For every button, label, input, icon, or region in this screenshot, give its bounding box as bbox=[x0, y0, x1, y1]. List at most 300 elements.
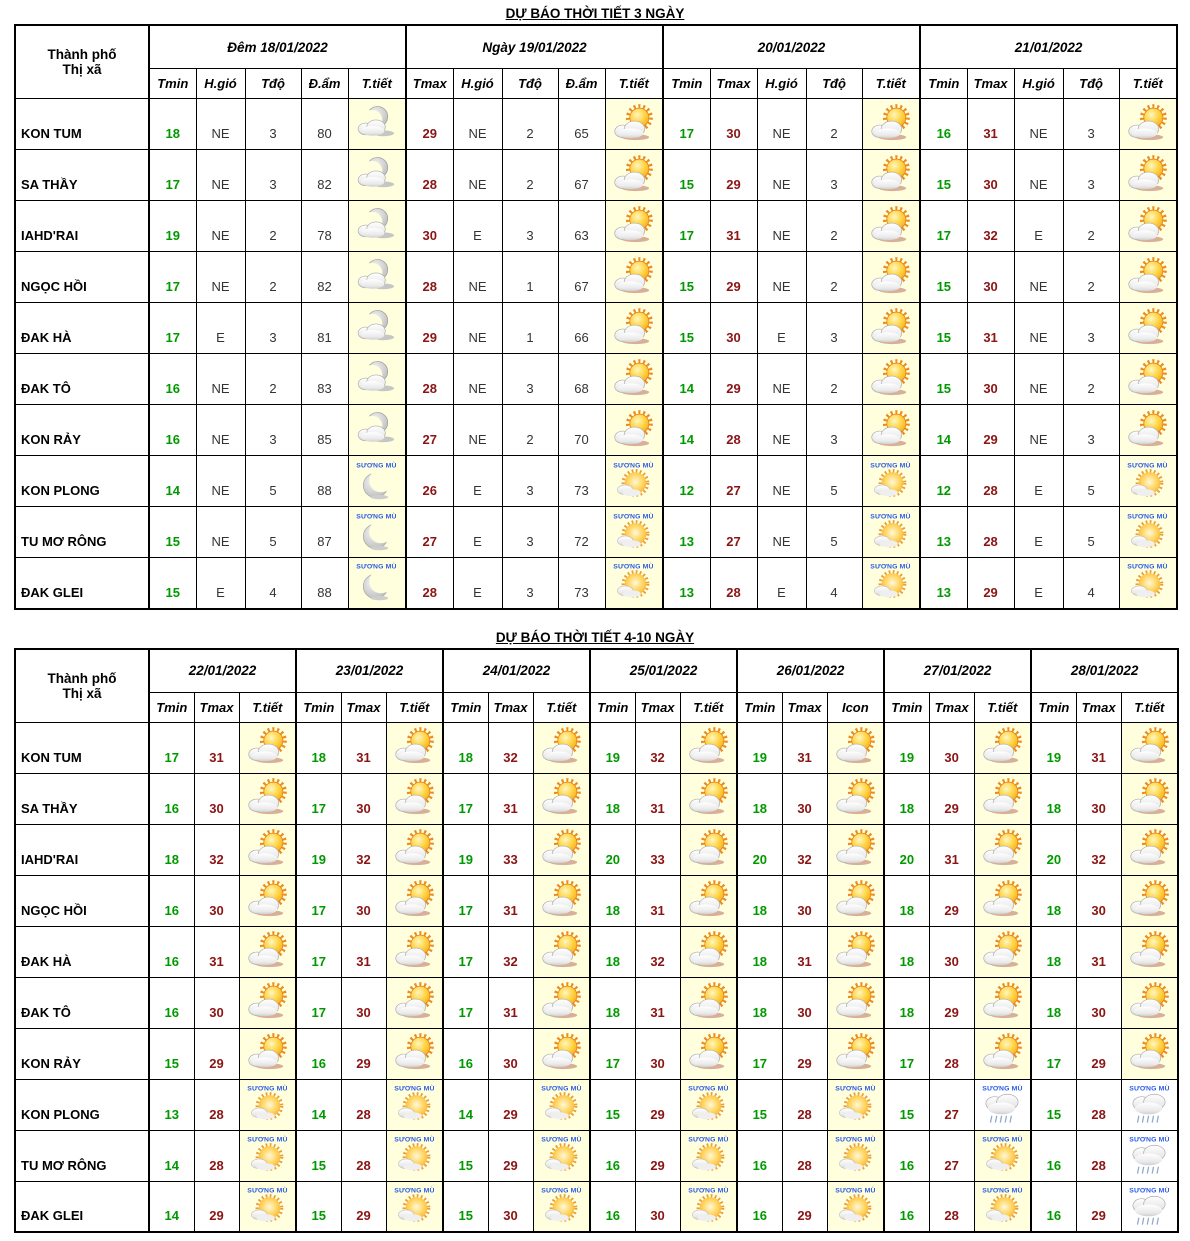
value-cell: 5 bbox=[806, 456, 862, 507]
tmax-cell: 28 bbox=[406, 150, 453, 201]
tmin-cell: 19 bbox=[149, 201, 196, 252]
weather-icon-cell bbox=[1121, 1079, 1178, 1130]
sun-cloud-icon bbox=[1123, 103, 1172, 146]
value-cell: 1 bbox=[502, 303, 558, 354]
weather-icon-cell bbox=[1119, 303, 1177, 354]
value-cell: 83 bbox=[301, 354, 348, 405]
tmax-cell: 31 bbox=[488, 875, 533, 926]
tmax-cell: 28 bbox=[967, 507, 1014, 558]
tmax-cell: 29 bbox=[406, 303, 453, 354]
city-cell: KON PLONG bbox=[15, 1079, 149, 1130]
city-cell: KON RẢY bbox=[15, 1028, 149, 1079]
city-cell: IAHD'RAI bbox=[15, 201, 149, 252]
tmin-cell: 18 bbox=[884, 875, 929, 926]
column-header: Tđộ bbox=[806, 69, 862, 99]
tmax-cell: 30 bbox=[1076, 977, 1121, 1028]
sun-cloud-icon bbox=[831, 1032, 880, 1075]
tmin-cell: 15 bbox=[663, 150, 710, 201]
tmin-cell: 14 bbox=[920, 405, 967, 456]
tmin-cell: 16 bbox=[149, 977, 194, 1028]
value-cell: 2 bbox=[245, 252, 301, 303]
night-cloud-icon bbox=[352, 103, 401, 146]
tmin-cell: 18 bbox=[149, 824, 194, 875]
sun-cloud-icon bbox=[243, 777, 292, 820]
weather-icon-cell bbox=[974, 1079, 1031, 1130]
weather-icon-cell bbox=[680, 977, 737, 1028]
fog-night-icon bbox=[352, 561, 401, 604]
value-cell: 2 bbox=[1063, 354, 1119, 405]
tmax-cell: 30 bbox=[782, 773, 827, 824]
night-cloud-icon bbox=[352, 409, 401, 452]
tmax-cell: 31 bbox=[194, 722, 239, 773]
weather-icon-cell bbox=[533, 1028, 590, 1079]
table-row bbox=[15, 303, 1177, 354]
tmax-cell: 30 bbox=[782, 875, 827, 926]
tmin-cell: 15 bbox=[920, 252, 967, 303]
tmax-cell: 27 bbox=[406, 405, 453, 456]
tmax-cell: 32 bbox=[194, 824, 239, 875]
value-cell: 67 bbox=[558, 252, 605, 303]
weather-icon-cell bbox=[348, 405, 406, 456]
weather-icon-cell bbox=[680, 926, 737, 977]
weather-icon-cell bbox=[239, 1181, 296, 1232]
weather-icon-cell bbox=[605, 354, 663, 405]
tmin-cell: 16 bbox=[149, 354, 196, 405]
date-group-header: 21/01/2022 bbox=[920, 25, 1177, 69]
fog-sun-icon bbox=[978, 1134, 1027, 1177]
tmin-cell: 17 bbox=[296, 926, 341, 977]
header-group-row bbox=[15, 649, 1178, 693]
tmax-cell: 32 bbox=[488, 926, 533, 977]
column-header: Tmin bbox=[663, 69, 710, 99]
tmax-cell: 33 bbox=[635, 824, 680, 875]
value-cell: NE bbox=[453, 354, 502, 405]
sun-cloud-icon bbox=[684, 930, 733, 973]
tmax-cell: 30 bbox=[488, 1028, 533, 1079]
table-row bbox=[15, 926, 1178, 977]
value-cell: 2 bbox=[502, 150, 558, 201]
tmax-cell: 30 bbox=[967, 150, 1014, 201]
value-cell: 2 bbox=[245, 354, 301, 405]
tmin-cell: 18 bbox=[590, 773, 635, 824]
tmax-cell: 29 bbox=[488, 1130, 533, 1181]
value-cell: 3 bbox=[806, 303, 862, 354]
tmax-cell: 29 bbox=[782, 1181, 827, 1232]
tmin-cell: 17 bbox=[149, 303, 196, 354]
weather-icon-cell bbox=[827, 722, 884, 773]
tmin-cell: 15 bbox=[149, 507, 196, 558]
fog-sun-icon bbox=[684, 1134, 733, 1177]
value-cell: 5 bbox=[245, 507, 301, 558]
weather-icon-cell bbox=[605, 150, 663, 201]
weather-icon-cell bbox=[386, 824, 443, 875]
tmax-cell: 30 bbox=[194, 773, 239, 824]
city-header-line1: Thành phố bbox=[47, 670, 117, 686]
value-cell: NE bbox=[757, 405, 806, 456]
column-header: Đ.ẩm bbox=[301, 69, 348, 99]
sun-cloud-icon bbox=[243, 930, 292, 973]
tmin-cell: 16 bbox=[1031, 1130, 1076, 1181]
column-header: Tmin bbox=[149, 69, 196, 99]
tmin-cell: 17 bbox=[663, 99, 710, 150]
value-cell: NE bbox=[757, 201, 806, 252]
tmin-cell: 17 bbox=[296, 875, 341, 926]
tmin-cell: 13 bbox=[663, 558, 710, 609]
value-cell: E bbox=[453, 456, 502, 507]
tmin-cell: 15 bbox=[920, 303, 967, 354]
tmin-cell: 19 bbox=[884, 722, 929, 773]
tmax-cell: 29 bbox=[929, 977, 974, 1028]
value-cell: 3 bbox=[502, 558, 558, 609]
fog-sun-icon bbox=[866, 460, 915, 503]
weather-icon-cell bbox=[680, 1181, 737, 1232]
sun-cloud-icon bbox=[609, 307, 658, 350]
column-header: T.tiết bbox=[239, 692, 296, 722]
sun-cloud-icon bbox=[537, 879, 586, 922]
tmax-cell: 29 bbox=[635, 1079, 680, 1130]
table-row bbox=[15, 1028, 1178, 1079]
sun-cloud-icon bbox=[1125, 828, 1174, 871]
date-group-header: 23/01/2022 bbox=[296, 649, 443, 693]
tmax-cell: 32 bbox=[488, 722, 533, 773]
value-cell: 70 bbox=[558, 405, 605, 456]
column-header: Icon bbox=[827, 692, 884, 722]
night-cloud-icon bbox=[352, 154, 401, 197]
tmax-cell: 31 bbox=[194, 926, 239, 977]
tmax-cell: 29 bbox=[194, 1028, 239, 1079]
fog-night-icon bbox=[352, 460, 401, 503]
weather-icon-cell bbox=[1121, 824, 1178, 875]
column-header: Tmin bbox=[737, 692, 782, 722]
column-header: Tmin bbox=[443, 692, 488, 722]
sun-cloud-icon bbox=[866, 256, 915, 299]
tmax-cell: 29 bbox=[635, 1130, 680, 1181]
tmax-cell: 30 bbox=[967, 354, 1014, 405]
value-cell: NE bbox=[757, 507, 806, 558]
table-row bbox=[15, 252, 1177, 303]
table-row bbox=[15, 1079, 1178, 1130]
tmax-cell: 29 bbox=[710, 150, 757, 201]
weather-icon-cell bbox=[605, 558, 663, 609]
value-cell: 3 bbox=[806, 150, 862, 201]
city-cell: ĐAK GLEI bbox=[15, 1181, 149, 1232]
weather-icon-cell bbox=[533, 722, 590, 773]
tmax-cell: 30 bbox=[967, 252, 1014, 303]
weather-icon-cell bbox=[605, 201, 663, 252]
city-cell: NGỌC HỒI bbox=[15, 252, 149, 303]
column-header: Tmax bbox=[929, 692, 974, 722]
fog-sun-icon bbox=[243, 1185, 292, 1228]
fog-sun-icon bbox=[537, 1134, 586, 1177]
tmin-cell: 14 bbox=[663, 405, 710, 456]
tmin-cell: 15 bbox=[920, 354, 967, 405]
tmax-cell: 28 bbox=[710, 405, 757, 456]
tmin-cell: 15 bbox=[296, 1130, 341, 1181]
sun-cloud-icon bbox=[1123, 154, 1172, 197]
sun-cloud-icon bbox=[1125, 981, 1174, 1024]
value-cell: E bbox=[1014, 456, 1063, 507]
weather-icon-cell bbox=[386, 977, 443, 1028]
tmin-cell: 18 bbox=[296, 722, 341, 773]
tmin-cell: 15 bbox=[884, 1079, 929, 1130]
table-row bbox=[15, 1181, 1178, 1232]
weather-icon-cell bbox=[974, 926, 1031, 977]
value-cell: 73 bbox=[558, 456, 605, 507]
city-cell: KON TUM bbox=[15, 722, 149, 773]
column-header: Tmin bbox=[1031, 692, 1076, 722]
tmin-cell: 17 bbox=[296, 773, 341, 824]
sun-cloud-icon bbox=[390, 1032, 439, 1075]
sun-cloud-icon bbox=[390, 726, 439, 769]
weather-icon-cell bbox=[1121, 977, 1178, 1028]
value-cell: 87 bbox=[301, 507, 348, 558]
column-header: T.tiết bbox=[1119, 69, 1177, 99]
value-cell: 81 bbox=[301, 303, 348, 354]
weather-icon-cell bbox=[348, 558, 406, 609]
tmax-cell: 30 bbox=[406, 201, 453, 252]
weather-icon-cell bbox=[533, 926, 590, 977]
tmin-cell: 16 bbox=[149, 926, 194, 977]
tmin-cell: 15 bbox=[663, 303, 710, 354]
tmax-cell: 28 bbox=[782, 1130, 827, 1181]
weather-icon-cell bbox=[386, 722, 443, 773]
fog-sun-icon bbox=[390, 1185, 439, 1228]
sun-cloud-icon bbox=[684, 828, 733, 871]
column-header: Tmax bbox=[635, 692, 680, 722]
fog-sun-icon bbox=[831, 1134, 880, 1177]
weather-icon-cell bbox=[1119, 99, 1177, 150]
tmax-cell: 28 bbox=[194, 1079, 239, 1130]
tmin-cell: 19 bbox=[737, 722, 782, 773]
value-cell: E bbox=[453, 507, 502, 558]
weather-icon-cell bbox=[974, 1181, 1031, 1232]
tmin-cell: 13 bbox=[920, 558, 967, 609]
tmax-cell: 27 bbox=[710, 456, 757, 507]
header-subcolumn-row bbox=[15, 692, 1178, 722]
fog-sun-icon bbox=[609, 561, 658, 604]
city-cell: ĐAK TÔ bbox=[15, 354, 149, 405]
tmin-cell: 18 bbox=[737, 977, 782, 1028]
weather-icon-cell bbox=[974, 1028, 1031, 1079]
column-header: T.tiết bbox=[680, 692, 737, 722]
weather-icon-cell bbox=[974, 875, 1031, 926]
value-cell: 65 bbox=[558, 99, 605, 150]
tmax-cell: 32 bbox=[635, 926, 680, 977]
weather-icon-cell bbox=[974, 1130, 1031, 1181]
date-group-header: 20/01/2022 bbox=[663, 25, 920, 69]
tmax-cell: 29 bbox=[341, 1028, 386, 1079]
weather-icon-cell bbox=[1121, 1130, 1178, 1181]
night-cloud-icon bbox=[352, 358, 401, 401]
tmin-cell: 18 bbox=[1031, 875, 1076, 926]
weather-icon-cell bbox=[239, 875, 296, 926]
value-cell: 5 bbox=[806, 507, 862, 558]
tmax-cell: 29 bbox=[341, 1181, 386, 1232]
weather-icon-cell bbox=[1121, 1181, 1178, 1232]
value-cell: NE bbox=[453, 252, 502, 303]
tmax-cell: 28 bbox=[929, 1028, 974, 1079]
sun-cloud-icon bbox=[831, 777, 880, 820]
tmin-cell: 14 bbox=[149, 456, 196, 507]
column-header: Tmax bbox=[488, 692, 533, 722]
sun-cloud-icon bbox=[831, 726, 880, 769]
tmin-cell: 15 bbox=[1031, 1079, 1076, 1130]
fog-sun-icon bbox=[537, 1083, 586, 1126]
tmax-cell: 28 bbox=[194, 1130, 239, 1181]
sun-cloud-icon bbox=[390, 777, 439, 820]
tmin-cell: 16 bbox=[737, 1181, 782, 1232]
value-cell: E bbox=[757, 303, 806, 354]
sun-cloud-icon bbox=[609, 256, 658, 299]
sun-cloud-icon bbox=[537, 1032, 586, 1075]
value-cell: 3 bbox=[245, 99, 301, 150]
city-header-line1: Thành phố bbox=[47, 47, 117, 62]
city-header-line2: Thị xã bbox=[62, 62, 102, 77]
value-cell: NE bbox=[453, 303, 502, 354]
city-cell: SA THẦY bbox=[15, 773, 149, 824]
column-header: H.gió bbox=[196, 69, 245, 99]
tmax-cell: 30 bbox=[488, 1181, 533, 1232]
tmax-cell: 30 bbox=[341, 773, 386, 824]
column-header: Tmax bbox=[406, 69, 453, 99]
tmin-cell: 18 bbox=[443, 722, 488, 773]
value-cell: E bbox=[453, 558, 502, 609]
sun-cloud-icon bbox=[1123, 358, 1172, 401]
column-header: Tmax bbox=[1076, 692, 1121, 722]
value-cell: 4 bbox=[1063, 558, 1119, 609]
weather-icon-cell bbox=[1121, 875, 1178, 926]
sun-cloud-icon bbox=[978, 930, 1027, 973]
column-header: Tmax bbox=[782, 692, 827, 722]
tmin-cell: 18 bbox=[590, 977, 635, 1028]
fog-sun-icon bbox=[866, 561, 915, 604]
tmax-cell: 30 bbox=[782, 977, 827, 1028]
tmin-cell: 15 bbox=[296, 1181, 341, 1232]
weather-icon-cell bbox=[533, 1181, 590, 1232]
value-cell: 2 bbox=[806, 252, 862, 303]
sun-cloud-icon bbox=[684, 777, 733, 820]
column-header: H.gió bbox=[757, 69, 806, 99]
tmin-cell: 18 bbox=[737, 773, 782, 824]
tmin-cell: 16 bbox=[149, 773, 194, 824]
tmax-cell: 28 bbox=[929, 1181, 974, 1232]
tmax-cell: 30 bbox=[929, 722, 974, 773]
sun-cloud-icon bbox=[866, 307, 915, 350]
sun-cloud-icon bbox=[831, 879, 880, 922]
tmin-cell: 16 bbox=[149, 405, 196, 456]
tmin-cell: 17 bbox=[149, 252, 196, 303]
tmin-cell: 17 bbox=[149, 150, 196, 201]
tmin-cell: 16 bbox=[884, 1130, 929, 1181]
tmin-cell: 17 bbox=[443, 977, 488, 1028]
sun-cloud-icon bbox=[684, 981, 733, 1024]
four-to-ten-day-forecast-table bbox=[14, 648, 1179, 1234]
weather-icon-cell bbox=[862, 99, 920, 150]
city-cell: TU MƠ RÔNG bbox=[15, 1130, 149, 1181]
weather-icon-cell bbox=[862, 405, 920, 456]
sun-cloud-icon bbox=[978, 1032, 1027, 1075]
tmax-cell: 31 bbox=[341, 926, 386, 977]
value-cell: NE bbox=[196, 507, 245, 558]
weather-icon-cell bbox=[680, 722, 737, 773]
weather-icon-cell bbox=[533, 824, 590, 875]
tmin-cell: 18 bbox=[590, 926, 635, 977]
tmin-cell: 19 bbox=[1031, 722, 1076, 773]
fog-sun-icon bbox=[684, 1083, 733, 1126]
column-header: Tmax bbox=[710, 69, 757, 99]
tmax-cell: 29 bbox=[929, 773, 974, 824]
tmin-cell: 14 bbox=[296, 1079, 341, 1130]
tmin-cell: 12 bbox=[663, 456, 710, 507]
weather-icon-cell bbox=[1121, 773, 1178, 824]
weather-icon-cell bbox=[974, 824, 1031, 875]
tmax-cell: 32 bbox=[782, 824, 827, 875]
weather-icon-cell bbox=[239, 773, 296, 824]
value-cell: E bbox=[196, 303, 245, 354]
value-cell: NE bbox=[453, 99, 502, 150]
sun-cloud-icon bbox=[390, 981, 439, 1024]
tmax-cell: 30 bbox=[341, 875, 386, 926]
sun-cloud-icon bbox=[243, 726, 292, 769]
tmax-cell: 31 bbox=[1076, 722, 1121, 773]
weather-icon-cell bbox=[348, 99, 406, 150]
tmax-cell: 33 bbox=[488, 824, 533, 875]
city-cell: IAHD'RAI bbox=[15, 824, 149, 875]
column-header: T.tiết bbox=[974, 692, 1031, 722]
sun-cloud-icon bbox=[609, 409, 658, 452]
value-cell: NE bbox=[196, 354, 245, 405]
weather-icon-cell bbox=[386, 1181, 443, 1232]
weather-icon-cell bbox=[533, 977, 590, 1028]
tmin-cell: 14 bbox=[149, 1130, 194, 1181]
weather-icon-cell bbox=[680, 1130, 737, 1181]
value-cell: 82 bbox=[301, 150, 348, 201]
tmax-cell: 30 bbox=[635, 1181, 680, 1232]
tmax-cell: 28 bbox=[1076, 1079, 1121, 1130]
value-cell: 5 bbox=[245, 456, 301, 507]
date-group-header: 25/01/2022 bbox=[590, 649, 737, 693]
weather-icon-cell bbox=[348, 303, 406, 354]
value-cell: 3 bbox=[502, 507, 558, 558]
weather-icon-cell bbox=[605, 507, 663, 558]
sun-cloud-icon bbox=[243, 981, 292, 1024]
fog-sun-icon bbox=[609, 460, 658, 503]
forecast-4-10day-title: DỰ BÁO THỜI TIẾT 4-10 NGÀY bbox=[495, 629, 695, 645]
fog-sun-icon bbox=[609, 511, 658, 554]
value-cell: E bbox=[1014, 558, 1063, 609]
tmax-cell: 31 bbox=[967, 303, 1014, 354]
value-cell: 3 bbox=[245, 150, 301, 201]
weather-icon-cell bbox=[680, 1079, 737, 1130]
weather-icon-cell bbox=[1119, 354, 1177, 405]
tmax-cell: 29 bbox=[967, 558, 1014, 609]
sun-cloud-icon bbox=[609, 154, 658, 197]
table-row bbox=[15, 456, 1177, 507]
sun-cloud-icon bbox=[609, 103, 658, 146]
weather-icon-cell bbox=[386, 875, 443, 926]
weather-icon-cell bbox=[974, 722, 1031, 773]
value-cell: NE bbox=[757, 252, 806, 303]
tmin-cell: 18 bbox=[149, 99, 196, 150]
sun-cloud-icon bbox=[684, 879, 733, 922]
tmin-cell: 16 bbox=[1031, 1181, 1076, 1232]
weather-icon-cell bbox=[862, 201, 920, 252]
value-cell: 4 bbox=[806, 558, 862, 609]
weather-icon-cell bbox=[348, 507, 406, 558]
tmax-cell: 28 bbox=[406, 252, 453, 303]
value-cell: 2 bbox=[245, 201, 301, 252]
tmin-cell: 18 bbox=[737, 926, 782, 977]
